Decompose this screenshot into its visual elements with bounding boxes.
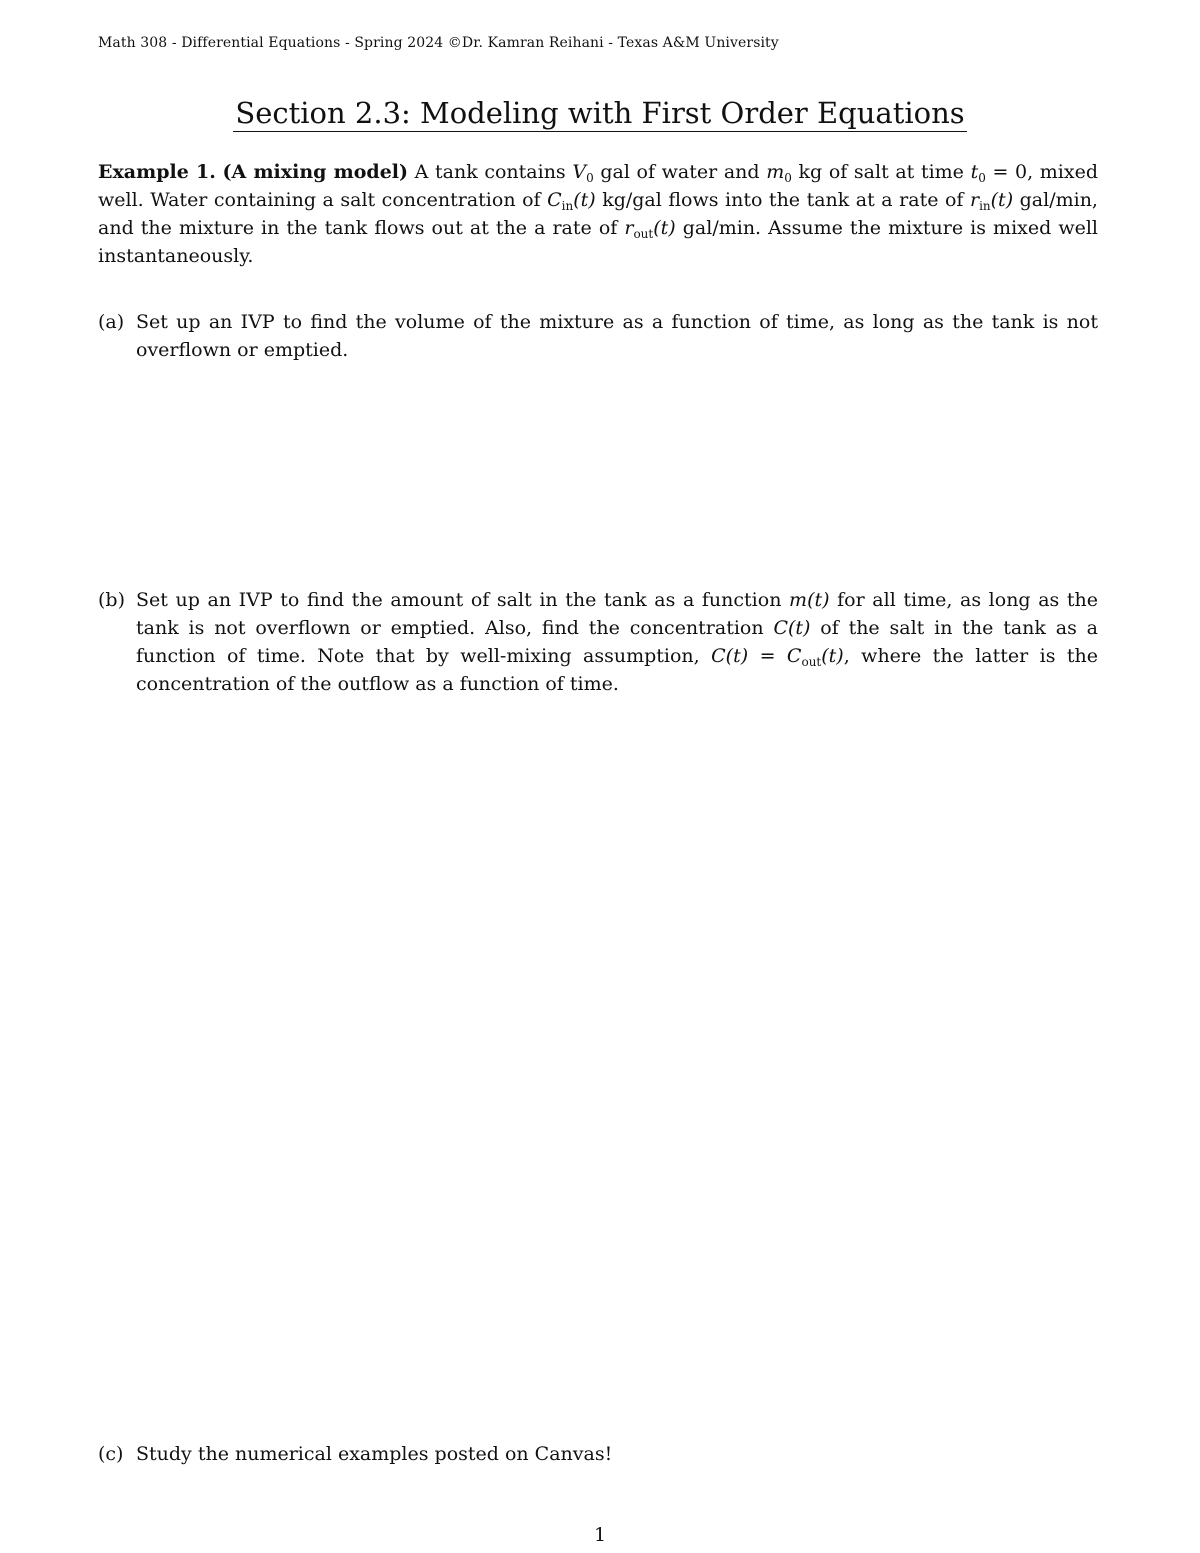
- example-text: A tank contains: [408, 161, 573, 183]
- math-sub: out: [801, 655, 822, 669]
- example-text: kg/gal flows into the tank at a rate of: [595, 189, 970, 211]
- math-c-of-t: C(t): [711, 645, 749, 667]
- part-b: [98, 586, 1098, 698]
- part-c: [98, 1440, 1098, 1468]
- math-m-of-t: m(t): [789, 589, 830, 611]
- math-r: r: [624, 217, 634, 239]
- math-c-of-t: C(t): [773, 617, 811, 639]
- example-text: gal/min. Assume the mixture is mixed well instantaneously.: [98, 217, 1098, 267]
- page-title-text: Section 2.3: Modeling with First Order Equations: [235, 96, 965, 130]
- part-c-text: Study the numerical examples posted on Canvas!: [136, 1443, 613, 1465]
- part-b-text: for all time, as long as the tank is not overflown or emptied. Also, find the concentration: [136, 589, 1098, 639]
- math-sub: in: [979, 199, 991, 213]
- math-sub: 0: [784, 171, 792, 185]
- part-b-text: , where the latter is the concentration of the outflow as a function of time.: [136, 645, 1099, 695]
- math-c: C: [547, 189, 562, 211]
- math-sub: out: [633, 227, 654, 241]
- part-b-text: of the salt in the tank as a function of time. Note that by well-mixing assumption,: [136, 617, 1098, 667]
- example-text: gal/min, and the mixture in the tank flows out at the a rate of: [98, 189, 1098, 239]
- part-b-marker: (b): [98, 589, 125, 611]
- math-sub: 0: [978, 171, 986, 185]
- math-m: m: [766, 161, 785, 183]
- running-header: Math 308 - Differential Equations - Spring 2024 ©Dr. Kamran Reihani - Texas A&M University: [98, 35, 779, 51]
- page-number: 1: [593, 1524, 607, 1546]
- math-of-t: (t): [573, 189, 596, 211]
- example-text: kg of salt at time: [791, 161, 971, 183]
- example-text: = 0, mixed well. Water containing a salt concentration of: [98, 161, 1099, 211]
- example-paragraph: [98, 158, 1098, 270]
- page-title: [0, 96, 1200, 130]
- math-r: r: [969, 189, 980, 211]
- math-of-t: (t): [821, 645, 844, 667]
- example-text: gal of water and: [593, 161, 767, 183]
- part-c-marker: (c): [98, 1443, 124, 1465]
- part-b-body: [136, 586, 1098, 698]
- math-sub: 0: [586, 171, 594, 185]
- math-t: t: [970, 161, 979, 183]
- math-equals: =: [748, 645, 787, 667]
- part-a-marker: (a): [98, 311, 125, 333]
- part-a: [98, 308, 1098, 364]
- math-c: C: [786, 645, 802, 667]
- part-b-text: Set up an IVP to find the amount of salt in the tank as a function: [136, 589, 790, 611]
- math-v: V: [572, 161, 587, 183]
- math-of-t: (t): [653, 217, 676, 239]
- math-sub: in: [561, 199, 574, 213]
- example-name: (A mixing model): [222, 161, 408, 183]
- example-label: Example 1.: [98, 161, 216, 183]
- part-a-text: Set up an IVP to find the volume of the mixture as a function of time, as long as the tank is not overflown or emptied.: [136, 311, 1098, 361]
- math-of-t: (t): [990, 189, 1014, 211]
